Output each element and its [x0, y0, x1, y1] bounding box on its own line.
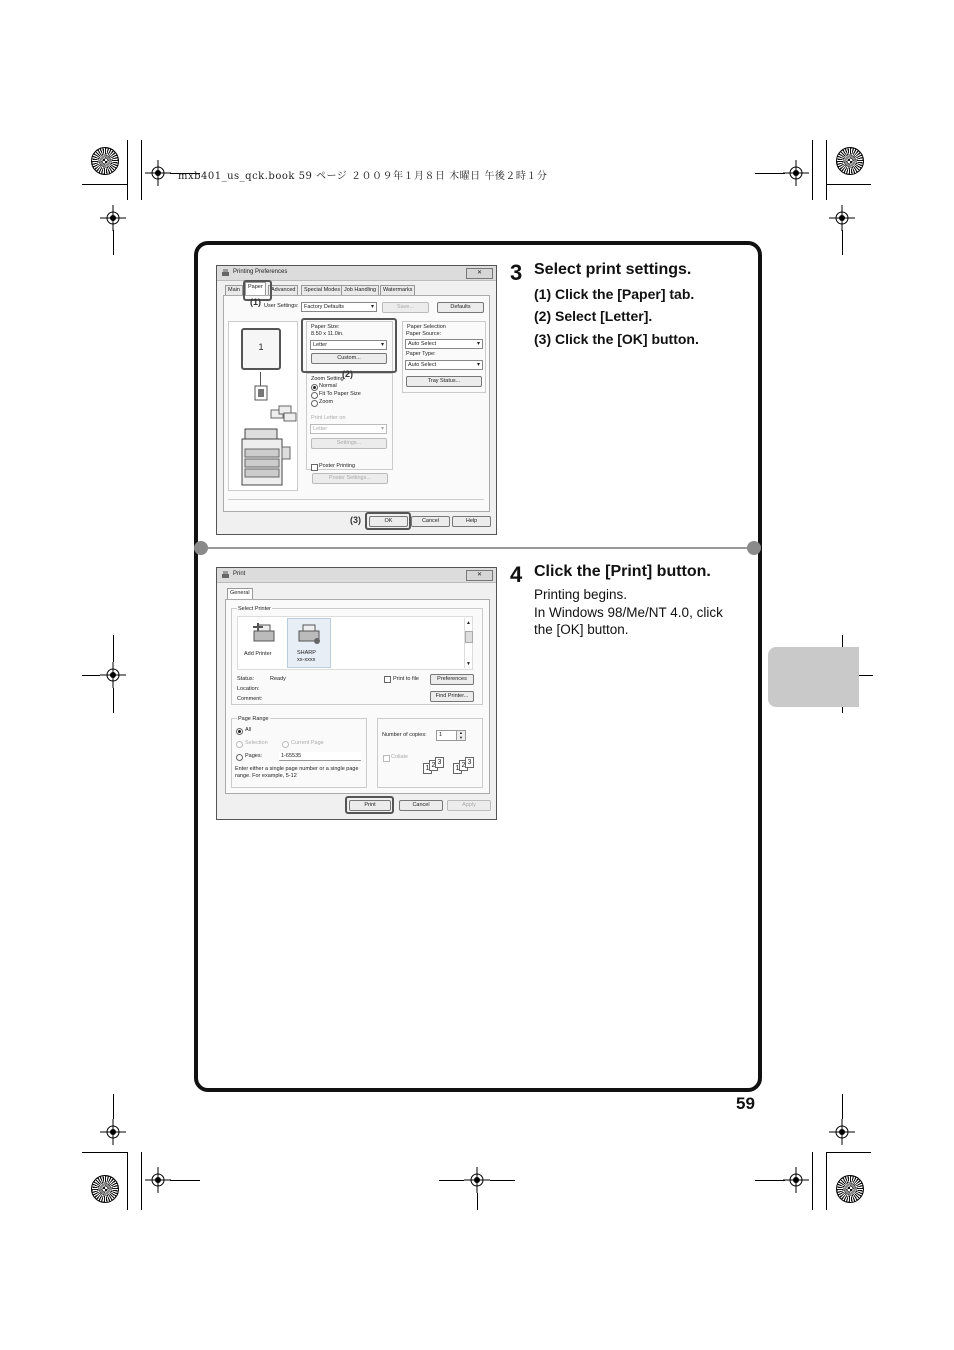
copies-label: Number of copies:: [382, 732, 427, 738]
collate-illustration-1: [423, 757, 448, 775]
print-button[interactable]: Print: [349, 800, 391, 811]
paper-size-label: Paper Size:: [311, 324, 340, 330]
save-button[interactable]: Save...: [382, 302, 429, 313]
pages-input[interactable]: 1-65535: [279, 752, 361, 761]
crosshair-target: [464, 1167, 490, 1193]
select-printer-label: Select Printer: [238, 606, 272, 612]
zoom-normal-label: Normal: [319, 383, 337, 389]
print-dialog: [216, 567, 497, 820]
range-all-label: All: [245, 727, 252, 733]
divider-dot-left: [194, 541, 208, 555]
comment-label: Comment:: [237, 696, 263, 702]
collate-page-1: 1: [453, 763, 462, 774]
close-button[interactable]: ✕: [466, 570, 493, 581]
tab-main[interactable]: Main: [225, 285, 243, 296]
paper-source-label: Paper Source:: [406, 331, 442, 337]
crosshair-target: [783, 160, 809, 186]
printer-icon: [295, 621, 323, 645]
copies-group: [377, 718, 483, 788]
crosshair-target: [145, 160, 171, 186]
zoom-setting-group: [306, 373, 393, 470]
crosshair-target: [100, 1119, 126, 1145]
paper-source-select[interactable]: Auto Select ▾: [405, 339, 483, 349]
scroll-thumb[interactable]: [465, 631, 473, 643]
ok-button[interactable]: OK: [369, 516, 408, 527]
crosshair-target: [829, 205, 855, 231]
tab-watermarks[interactable]: Watermarks: [380, 285, 415, 296]
copies-spinner[interactable]: ▲ ▼: [456, 730, 466, 741]
range-all-radio[interactable]: [236, 728, 243, 735]
copies-input[interactable]: 1: [436, 730, 458, 741]
callout-3: (3): [350, 515, 361, 525]
step-3-substep-1: (1) Click the [Paper] tab.: [534, 286, 695, 302]
cancel-button[interactable]: Cancel: [411, 516, 450, 527]
tray-status-button[interactable]: Tray Status...: [406, 376, 482, 387]
printer-item-add[interactable]: [242, 619, 284, 665]
callout-1: (1): [250, 297, 261, 307]
poster-printing-checkbox[interactable]: [311, 464, 318, 471]
fit-letter-select[interactable]: Letter ▾: [310, 424, 387, 434]
collate-page-2: 2: [429, 760, 438, 771]
registration-starburst-bottom-right: [836, 1175, 864, 1203]
range-pages-radio[interactable]: [236, 754, 243, 761]
dialog-titlebar: [217, 266, 496, 281]
printer-icon: [221, 269, 230, 277]
fit-letter-label: Print Letter on: [311, 415, 346, 421]
registration-starburst-bottom-left: [91, 1175, 119, 1203]
user-settings-label: User Settings:: [264, 303, 299, 309]
section-divider: [194, 547, 760, 549]
range-selection-label: Selection: [245, 740, 268, 746]
location-label: Location:: [237, 686, 260, 692]
print-to-file-label: Print to file: [393, 676, 419, 682]
printer-list: [237, 616, 473, 670]
printer-name-add: Add Printer: [244, 651, 272, 657]
tray-icon: [254, 385, 268, 401]
callout-highlight-print: [345, 796, 394, 814]
step-4-body: [534, 586, 744, 639]
range-hint: Enter either a single page number or a single page range. For example, 5-12: [235, 766, 359, 779]
dialog-title: Printing Preferences: [233, 269, 288, 275]
collate-checkbox[interactable]: [383, 755, 390, 762]
cancel-button[interactable]: Cancel: [399, 800, 443, 811]
page-preview-number: 1: [258, 342, 264, 352]
tab-job-handling[interactable]: Job Handling: [341, 285, 379, 296]
printing-preferences-dialog: [216, 265, 497, 535]
print-dialog-titlebar: [217, 568, 496, 583]
zoom-normal-radio[interactable]: [311, 384, 318, 391]
registration-starburst-top-right: [836, 147, 864, 175]
range-selection-radio[interactable]: [236, 741, 243, 748]
step-3-title: Select print settings.: [534, 261, 692, 278]
zoom-fit-radio[interactable]: [311, 392, 318, 399]
copier-machine-icon: [237, 427, 292, 487]
print-preview-area: [228, 321, 298, 491]
tab-advanced[interactable]: Advanced: [268, 285, 298, 296]
range-pages-label: Pages:: [245, 753, 263, 759]
page-preview: [241, 328, 281, 370]
paper-type-select[interactable]: Auto Select ▾: [405, 360, 483, 370]
page-number: 59: [736, 1094, 755, 1113]
close-button[interactable]: ✕: [466, 268, 493, 279]
status-value: Ready: [270, 676, 286, 682]
divider-dot-right: [747, 541, 761, 555]
step-4-line-1: Printing begins.: [534, 587, 628, 602]
collate-page-3: 3: [465, 757, 474, 768]
step-4-line-2: In Windows 98/Me/NT 4.0, click the [OK] button.: [534, 604, 723, 637]
range-current-radio[interactable]: [282, 741, 289, 748]
custom-button[interactable]: Custom...: [311, 353, 387, 364]
add-printer-icon: [250, 621, 278, 645]
printer-name-sharp: SHARP: [297, 650, 316, 656]
paper-type-label: Paper Type:: [406, 351, 436, 357]
paper-selection-label: Paper Selection: [407, 324, 446, 330]
tab-paper[interactable]: Paper: [245, 282, 266, 296]
zoom-zoom-radio[interactable]: [311, 400, 318, 407]
crosshair-target: [100, 205, 126, 231]
status-label: Status:: [237, 676, 255, 682]
callout-highlight-ok: [365, 512, 411, 530]
print-dialog-title: Print: [233, 571, 246, 577]
step-4-number: 4: [510, 562, 523, 587]
zoom-setting-label: Zoom Setting: [311, 376, 344, 382]
chapter-thumb-tab: [768, 647, 859, 707]
collate-page-3: 3: [435, 757, 444, 768]
defaults-button[interactable]: Defaults: [437, 302, 484, 313]
zoom-fit-label: Fit To Paper Size: [319, 391, 361, 397]
scroll-up-icon: ▲: [466, 620, 471, 626]
find-printer-button[interactable]: Find Printer...: [430, 691, 474, 702]
user-settings-select[interactable]: Factory Defaults ▾: [301, 302, 377, 312]
step-3-number: 3: [510, 260, 523, 285]
step-3-substep-3: (3) Click the [OK] button.: [534, 331, 699, 347]
print-to-file-checkbox[interactable]: [384, 676, 391, 683]
crosshair-target: [100, 662, 126, 688]
step-4-title: Click the [Print] button.: [534, 563, 711, 580]
scroll-down-icon: ▼: [466, 661, 471, 667]
printer-item-sharp[interactable]: [287, 618, 331, 668]
zoom-zoom-label: Zoom: [319, 399, 334, 405]
paper-selection-group: [402, 321, 486, 393]
paper-size-select[interactable]: Letter ▾: [310, 340, 387, 350]
select-printer-group: [231, 608, 483, 705]
step-3-substep-2: (2) Select [Letter].: [534, 308, 653, 324]
poster-settings-button[interactable]: Poster Settings...: [312, 473, 388, 484]
preferences-button[interactable]: Preferences: [430, 674, 474, 685]
tab-general[interactable]: General: [227, 588, 253, 601]
crosshair-target: [145, 1167, 171, 1193]
printer-model-sharp: xx-xxxx: [297, 657, 316, 663]
collate-illustration-2: [453, 757, 478, 775]
registration-starburst-top-left: [91, 147, 119, 175]
paper-stack-icon: [269, 404, 297, 424]
page-range-group: [231, 718, 367, 788]
printer-icon: [221, 571, 230, 579]
callout-2: (2): [342, 369, 353, 379]
paper-size-dimensions: 8.50 x 11.0in.: [311, 331, 344, 337]
range-current-label: Current Page: [291, 740, 324, 746]
crosshair-target: [829, 1119, 855, 1145]
tab-special-modes[interactable]: Special Modes: [301, 285, 343, 296]
printer-list-scrollbar[interactable]: [464, 618, 472, 668]
crosshair-target: [783, 1167, 809, 1193]
page-range-label: Page Range: [238, 716, 269, 722]
collate-page-1: 1: [423, 763, 432, 774]
poster-printing-label: Poster Printing: [319, 463, 356, 469]
collate-page-2: 2: [459, 760, 468, 771]
general-tab-panel: [225, 599, 490, 794]
zoom-settings-button[interactable]: Settings...: [311, 438, 387, 449]
book-header-line: mxb401_us_qck.book 59 ページ ２００９年１月８日 木曜日 午後２時１分: [178, 171, 548, 182]
collate-label: Collate: [391, 754, 409, 760]
help-button[interactable]: Help: [452, 516, 491, 527]
apply-button[interactable]: Apply: [447, 800, 491, 811]
callout-highlight-paper-size: [301, 318, 397, 373]
